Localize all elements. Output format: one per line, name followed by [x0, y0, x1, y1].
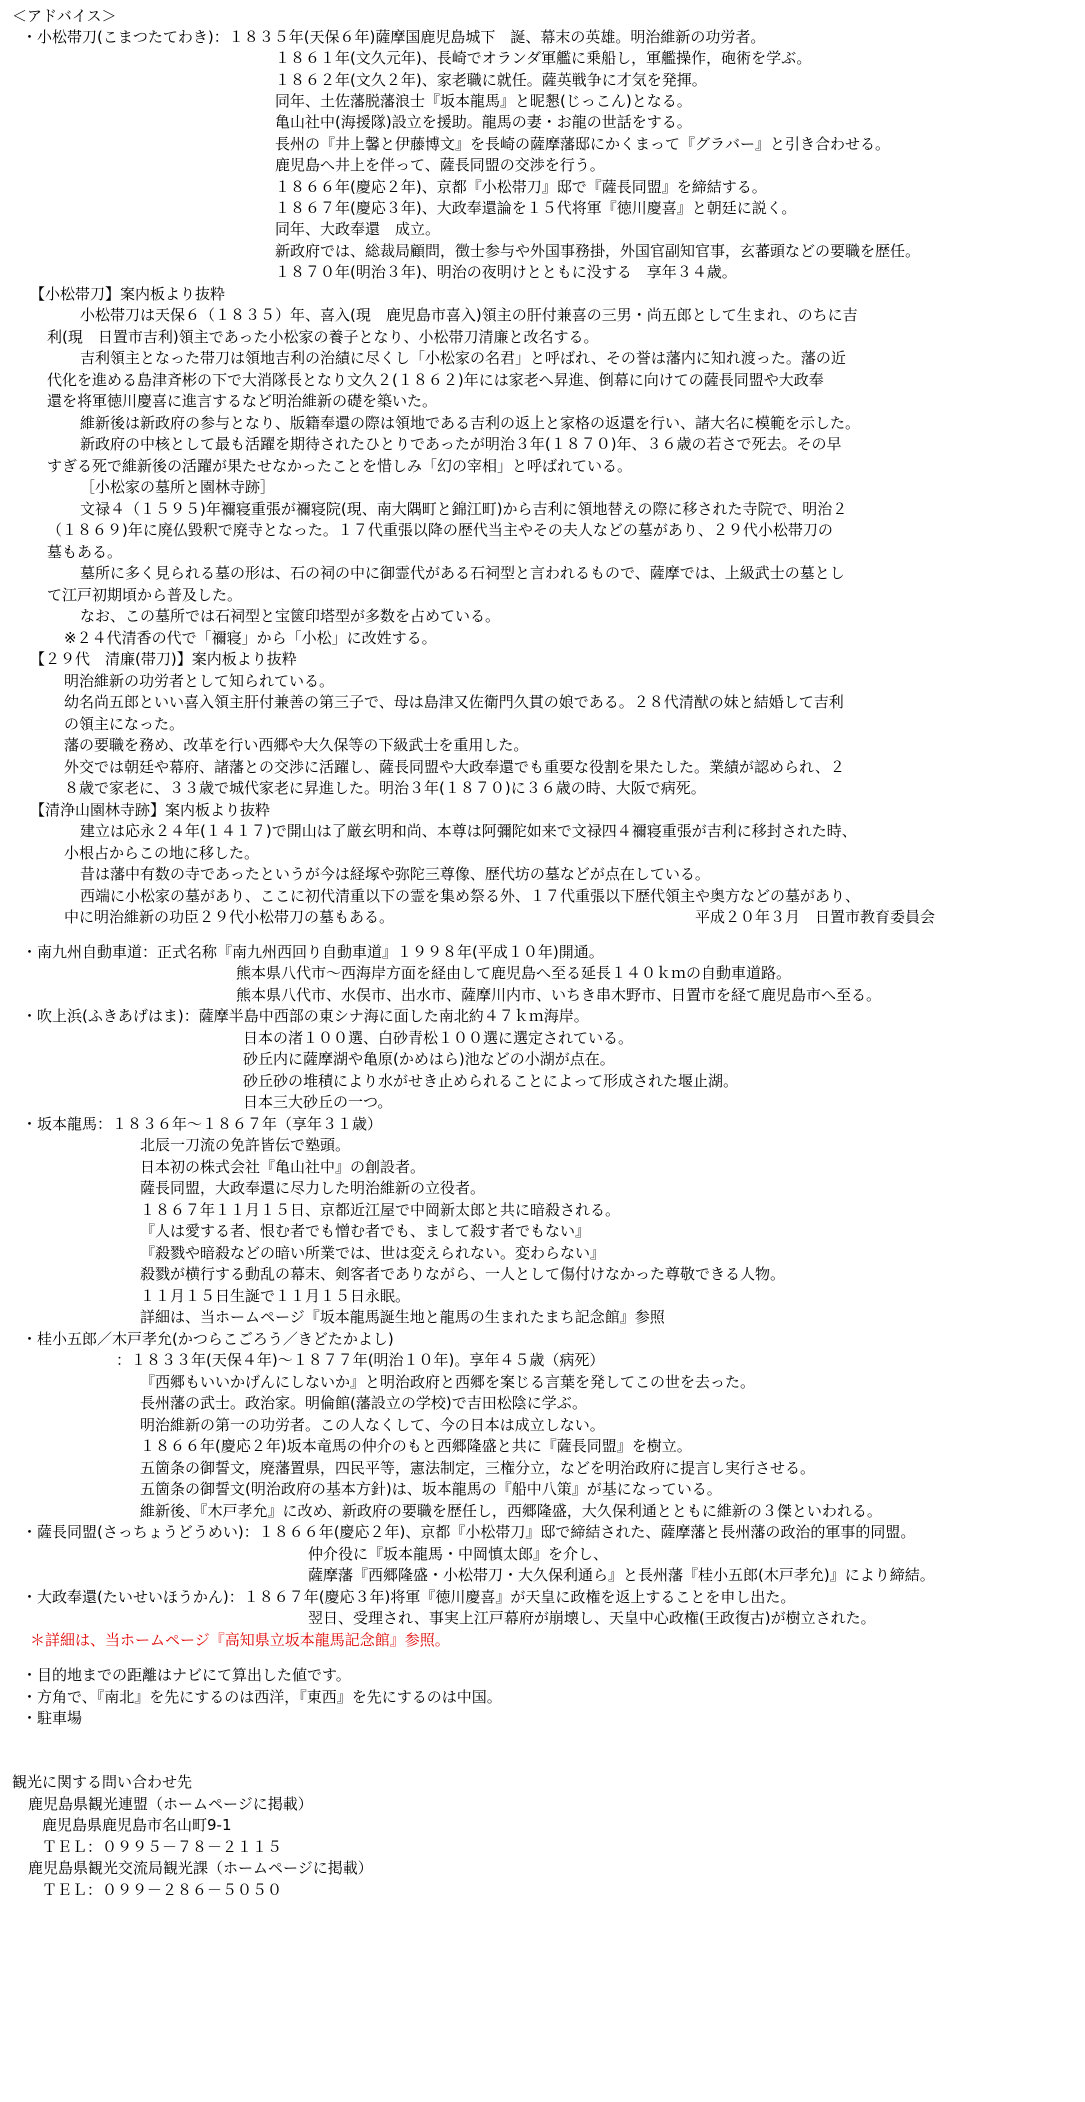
text-line: １８６７年(慶応３年)、大政奉還論を１５代将軍『徳川慶喜』と朝廷に説く。 — [275, 199, 797, 217]
text-line: 吉利領主となった帯刀は領地吉利の治績に尽くし「小松家の名君」と呼ばれ、その誉は藩内に知れ渡った。藩の近 — [80, 349, 846, 367]
text-line: ・駐車場 — [22, 1709, 83, 1727]
text-line: 『殺戮や暗殺などの暗い所業では、世は変えられない。変わらない』 — [140, 1244, 606, 1262]
text-line: 観光に関する問い合わせ先 — [12, 1773, 193, 1791]
text-line: 砂丘砂の堆積により水がせき止められることによって形成された堰止湖。 — [243, 1072, 739, 1090]
text-line: ・大政奉還(たいせいほうかん)：１８６７年(慶応３年)将軍『徳川慶喜』が天皇に政権を返上することを申し出た。 — [22, 1588, 796, 1606]
text-line: 長州藩の武士。政治家。明倫館(藩設立の学校)で吉田松陰に学ぶ。 — [140, 1394, 588, 1412]
text-line: 建立は応永２４年(１４１７)で開山は了厳玄明和尚、本尊は阿彌陀如来で文禄四４禰寝重張が吉利に移封された時、 — [80, 822, 857, 840]
text-line: 長州の『井上馨と伊藤博文』を長崎の薩摩藩邸にかくまって『グラバー』と引き合わせる。 — [275, 135, 891, 153]
text-line: 西端に小松家の墓があり、ここに初代清重以下の霊を集め祭る外、１７代重張以下歴代領主や奥方などの墓があり、 — [80, 887, 861, 905]
text-line: 維新後、『木戸孝允』に改め、新政府の要職を歴任し，西郷隆盛，大久保利通とともに維新の３傑といわれる。 — [140, 1502, 882, 1520]
text-line: １８６１年(文久元年)、長崎でオランダ軍艦に乗船し，軍艦操作，砲術を学ぶ。 — [275, 49, 812, 67]
text-line: 五箇条の御誓文(明治政府の基本方針)は、坂本龍馬の『船中八策』が基になっている。 — [140, 1480, 722, 1498]
text-line: 維新後は新政府の参与となり、版籍奉還の際は領地である吉利の返上と家格の返還を行い、諸大名に模範を示した。 — [80, 414, 861, 432]
text-line: 日本三大砂丘の一つ。 — [243, 1093, 393, 1111]
text-line: ・方角で、『南北』を先にするのは西洋，『東西』を先にするのは中国。 — [22, 1688, 502, 1706]
text-line: ・坂本龍馬：１８３６年～１８６７年（享年３１歳） — [22, 1115, 383, 1133]
text-line: 明治維新の功労者として知られている。 — [64, 672, 335, 690]
text-line: 薩長同盟，大政奉還に尽力した明治維新の立役者。 — [140, 1179, 486, 1197]
text-line: 詳細は、当ホームページ『坂本龍馬誕生地と龍馬の生まれたまち記念館』参照 — [140, 1308, 665, 1326]
text-line: 日本初の株式会社『亀山社中』の創設者。 — [140, 1158, 426, 1176]
text-line: 殺戮が横行する動乱の幕末、剣客者でありながら、一人として傷付けなかった尊敬できる人物。 — [140, 1265, 786, 1283]
text-line: ＴＥＬ：０９９－２８６－５０５０ — [42, 1881, 283, 1899]
text-line: 薩摩藩『西郷隆盛・小松帯刀・大久保利通ら』と長州藩『桂小五郎(木戸孝允)』により締結。 — [308, 1566, 935, 1584]
text-line: ・小松帯刀(こまつたてわき)：１８３５年(天保６年)薩摩国鹿児島城下 誕、幕末の英雄。明治維新の功労者。 — [22, 28, 766, 46]
text-line: 外交では朝廷や幕府、諸藩との交渉に活躍し、薩長同盟や大政奉還でも重要な役割を果たした。業績が認められ、２ — [64, 758, 845, 776]
text-line: 『西郷もいいかげんにしないか』と明治政府と西郷を案じる言葉を発してこの世を去った。 — [140, 1373, 756, 1391]
text-line: 明治維新の第一の功労者。この人なくして、今の日本は成立しない。 — [140, 1416, 605, 1434]
text-line: なお、この墓所では石祠型と宝篋印塔型が多数を占めている。 — [80, 607, 501, 625]
text-line: の領主になった。 — [64, 715, 185, 733]
text-line: １８６６年(慶応２年)坂本竜馬の仲介のもと西郷隆盛と共に『薩長同盟』を樹立。 — [140, 1437, 692, 1455]
text-line: ：１８３３年(天保４年)～１８７７年(明治１０年)。享年４５歳（病死） — [116, 1351, 605, 1369]
text-line: 同年、大政奉還 成立。 — [275, 220, 441, 238]
text-line: 仲介役に『坂本龍馬・中岡慎太郎』を介し、 — [308, 1545, 609, 1563]
text-line: 昔は藩中有数の寺であったというが今は経塚や弥陀三尊像、歴代坊の墓などが点在している。 — [80, 865, 710, 883]
text-line: ・南九州自動車道：正式名称『南九州西回り自動車道』１９９８年(平成１０年)開通。 — [22, 943, 604, 961]
text-line: ※２４代清香の代で「禰寝」から「小松」に改姓する。 — [64, 629, 437, 647]
text-line: ・目的地までの距離はナビにて算出した値です。 — [22, 1666, 351, 1684]
text-line: １８６６年(慶応２年)、京都『小松帯刀』邸で『薩長同盟』を締結する。 — [275, 178, 767, 196]
text-line: ＊詳細は、当ホームページ『高知県立坂本龍馬記念館』参照。 — [30, 1631, 450, 1649]
text-line: 鹿児島県観光連盟（ホームページに掲載） — [28, 1795, 313, 1813]
text-line: 文禄４（１５９５)年禰寝重張が禰寝院(現、南大隅町と錦江町)から吉利に領地替えの際に移された寺院で、明治２ — [80, 500, 848, 518]
text-line: ・薩長同盟(さっちょうどうめい)：１８６６年(慶応２年)、京都『小松帯刀』邸で締結された、薩摩藩と長州藩の政治的軍事的同盟。 — [22, 1523, 916, 1541]
text-line: 【小松帯刀】案内板より抜粋 — [30, 285, 226, 303]
text-line: 北辰一刀流の免許皆伝で塾頭。 — [140, 1136, 351, 1154]
text-line: 五箇条の御誓文，廃藩置県，四民平等，憲法制定，三権分立，などを明治政府に提言し実行させる。 — [140, 1459, 816, 1477]
text-line: 同年、土佐藩脱藩浪士『坂本龍馬』と昵懇(じっこん)となる。 — [275, 92, 692, 110]
text-line: 藩の要職を務め、改革を行い西郷や大久保等の下級武士を重用した。 — [64, 736, 529, 754]
text-line: 小松帯刀は天保６（１８３５）年、喜入(現 鹿児島市喜入)領主の肝付兼喜の三男・尚五郎として生まれ、のちに吉 — [80, 306, 858, 324]
text-line: 熊本県八代市、水俣市、出水市、薩摩川内市、いちき串木野市、日置市を経て鹿児島市へ至る。 — [236, 986, 882, 1004]
text-line: て江戸初期頃から普及した。 — [47, 586, 243, 604]
text-line: 日本の渚１００選、白砂青松１００選に選定されている。 — [243, 1029, 634, 1047]
text-line: 墓所に多く見られる墓の形は、石の祠の中に御霊代がある石祠型と言われるもので、薩摩では、上級武士の墓とし — [80, 564, 845, 582]
text-line: ＜アドバイス＞ — [12, 7, 117, 25]
text-line: １８６２年(文久２年)、家老職に就任。薩英戦争に才気を発揮。 — [275, 71, 707, 89]
text-line: 小根占からこの地に移した。 — [64, 844, 260, 862]
text-line: 鹿児島県観光交流局観光課（ホームページに掲載） — [28, 1859, 373, 1877]
text-line: 幼名尚五郎といい喜入領主肝付兼善の第三子で、母は島津又佐衛門久貫の娘である。２８代清猷の妹と結婚して吉利 — [64, 693, 844, 711]
text-line: 鹿児島県鹿児島市名山町9-1 — [42, 1816, 232, 1834]
text-line: 還を将軍徳川慶喜に進言するなど明治維新の礎を築いた。 — [47, 392, 438, 410]
text-line: ［小松家の墓所と園林寺跡］ — [80, 478, 276, 496]
text-line: 亀山社中(海援隊)設立を援助。龍馬の妻・お龍の世話をする。 — [275, 113, 692, 131]
text-line: 新政府では、総裁局顧問，徴士参与や外国事務掛，外国官副知官事，玄蕃頭などの要職を歴任。 — [275, 242, 921, 260]
text-line: すぎる死で維新後の活躍が果たせなかったことを惜しみ「幻の宰相」と呼ばれている。 — [47, 457, 633, 475]
text-line: 利(現 日置市吉利)領主であった小松家の養子となり、小松帯刀清廉と改名する。 — [47, 328, 599, 346]
text-line: １８７０年(明治３年)、明治の夜明けとともに没する 享年３４歳。 — [275, 263, 737, 281]
text-line: 【清浄山園林寺跡】案内板より抜粋 — [30, 801, 271, 819]
text-line: 新政府の中核として最も活躍を期待されたひとりであったが明治３年(１８７０)年、３６歳の若さで死去。その早 — [80, 435, 842, 453]
text-line: 中に明治維新の功臣２９代小松帯刀の墓もある。 — [64, 908, 395, 926]
text-line: 墓もある。 — [47, 543, 123, 561]
text-line: 砂丘内に薩摩湖や亀原(かめはら)池などの小湖が点在。 — [243, 1050, 615, 1068]
text-line: ・吹上浜(ふきあげはま)：薩摩半島中西部の東シナ海に面した南北約４７ｋｍ海岸。 — [22, 1007, 589, 1025]
text-line: ＴＥＬ：０９９５－７８－２１１５ — [42, 1838, 283, 1856]
text-line: 鹿児島へ井上を伴って、薩長同盟の交渉を行う。 — [275, 156, 605, 174]
text-line: ・桂小五郎／木戸孝允(かつらこごろう／きどたかよし) — [22, 1330, 394, 1348]
text-line: １１月１５日生誕で１１月１５日永眠。 — [140, 1287, 411, 1305]
text-line: 【２９代 清廉(帯刀)】案内板より抜粋 — [30, 650, 297, 668]
text-line: 平成２０年３月 日置市教育委員会 — [695, 908, 936, 926]
text-line: 『人は愛する者、恨む者でも憎む者でも、まして殺す者でもない』 — [140, 1222, 591, 1240]
text-line: （１８６９)年に廃仏毀釈で廃寺となった。１７代重張以降の歴代当主やその夫人などの墓があり、２９代小松帯刀の — [47, 521, 833, 539]
text-line: １８６７年１１月１５日、京都近江屋で中岡新太郎と共に暗殺される。 — [140, 1201, 621, 1219]
text-line: ８歳で家老に、３３歳で城代家老に昇進した。明治３年(１８７０)に３６歳の時、大阪で病死。 — [64, 779, 706, 797]
text-line: 熊本県八代市～西海岸方面を経由して鹿児島へ至る延長１４０ｋｍの自動車道路。 — [236, 964, 792, 982]
text-line: 翌日、受理され、事実上江戸幕府が崩壊し、天皇中心政権(王政復古)が樹立された。 — [308, 1609, 876, 1627]
text-line: 代化を進める島津斉彬の下で大消隊長となり文久２(１８６２)年には家老へ昇進、倒幕に向けての薩長同盟や大政奉 — [47, 371, 824, 389]
